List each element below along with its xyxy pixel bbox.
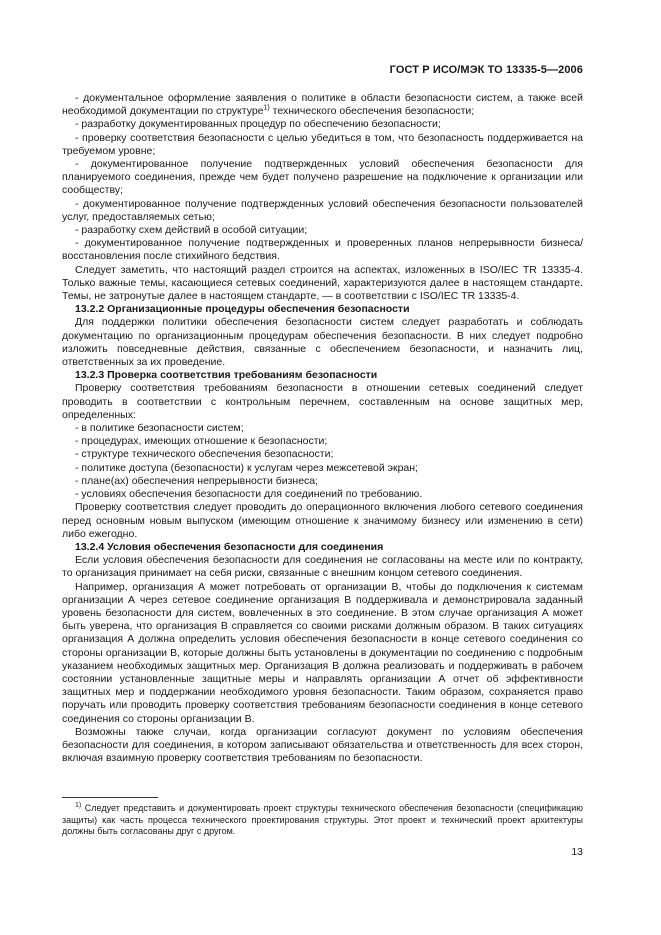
list-item: - проверку соответствия безопасности с целью убедиться в том, что безопасность поддерживается на требуемом уровне; (62, 131, 583, 157)
page-number: 13 (571, 846, 583, 858)
paragraph: Если условия обеспечения безопасности для соединения не согласованы на месте или по контракту, то организация принимает на себя риски, связанные с внешним концом сетевого соединения. (62, 554, 583, 580)
paragraph: Возможны также случаи, когда организации согласуют документ по условиям обеспечения безопасности для соединения, в котором записывают обязательства и ответственность для всех сторон, включая взаимную проверку соответствия требованиям по безопасности. (62, 725, 583, 765)
list-item: - плане(ах) обеспечения непрерывности бизнеса; (75, 474, 319, 487)
footnote-marker: 1) (75, 802, 82, 809)
paragraph: Для поддержки политики обеспечения безопасности систем следует разработать и соблюдать документацию по организационным процедурам обеспечения безопасности. В них следует подробно изложить повседневные действия, связанные с обеспечением безопасности, и назначить лиц, ответственных за их проведение. (62, 316, 583, 369)
footnote-ref: 1) (263, 104, 270, 112)
footnote-divider (62, 797, 158, 798)
list-item: - в политике безопасности систем; (75, 422, 244, 435)
list-item: - разработку документированных процедур по обеспечению безопасности; (75, 118, 441, 131)
main-text (62, 92, 583, 765)
list-item: - политике доступа (безопасности) к услугам через межсетевой экран; (75, 461, 418, 474)
paragraph: Проверку соответствия требованиям безопасности в отношении сетевых соединений следует проводить в соответствии с контрольным перечнем, составленным на основе защитных мер, определенных: (62, 382, 583, 421)
list-item: - документированное получение подтвержденных условий обеспечения безопасности пользователей услуг, предоставляемых сетью; (62, 197, 583, 223)
list-item: - документированное получение подтвержденных и проверенных планов непрерывности бизнеса/восстановления после стихийного бедствия. (62, 237, 583, 263)
paragraph: Следует заметить, что настоящий раздел строится на аспектах, изложенных в ISO/IEC TR 13335-4. Только важные темы, касающиеся сетевых соединений, характеризуются далее в настоящем стандарте. Темы, не затронутые далее в настоящем стандарте, — в соответствии с ISO/IEC TR 13335-4. (62, 263, 583, 303)
section-heading-13-2-4: 13.2.4 Условия обеспечения безопасности для соединения (75, 540, 384, 553)
paragraph: Проверку соответствия следует проводить до операционного включения любого сетевого соединения перед основным новым выпуском (имеющим отношение к значимому бизнесу или изменению в сети) либо ежегодно. (62, 501, 583, 540)
list-item: - разработку схем действий в особой ситуации; (75, 224, 308, 237)
list-item: - процедурах, имеющих отношение к безопасности; (75, 435, 328, 448)
paragraph: - документальное оформление заявления о политике в области безопасности систем, а также всей необходимой документации по структуре$^{1)}$ технического обеспечения безопасности; (62, 92, 583, 118)
section-heading-13-2-2: 13.2.2 Организационные процедуры обеспечения безопасности (75, 303, 410, 316)
footnote: $^{1)}$ Следует представить и документировать проект структуры технического обеспечения безопасности (спецификацию защиты) как часть процесса технического проектирования структуры. Этот проект и технический проект архитектуры должны быть согласованы друг с другом. (62, 802, 583, 836)
list-item: - структуре технического обеспечения безопасности; (75, 448, 334, 461)
list-item: - условиях обеспечения безопасности для соединений по требованию. (75, 488, 423, 501)
document-header: ГОСТ Р ИСО/МЭК ТО 13335-5—2006 (389, 64, 583, 76)
section-heading-13-2-3: 13.2.3 Проверка соответствия требованиям безопасности (75, 369, 378, 382)
paragraph: Например, организация А может потребовать от организации В, чтобы до подключения к системам организации А через сетевое соединение организация В поддерживала и демонстрировала заданный уровень безопасности для систем, вовлеченных в это соединение. В этом случае организация А может быть уверена, что организация В справляется со своими рисками должным образом. В таких ситуациях организация А должна определить условия обеспечения безопасности в конце сетевого соединения со стороны организации В, которые должны быть установлены в документации по соединению с подробным указанием необходимых защитных мер. Организация В должна реализовать и поддерживать в рабочем состоянии установленные защитные меры и направлять организации А отчет об эффективности защитных мер и поддержании необходимого уровня безопасности. Таким образом, сохраняется право поручать или проводить проверку соответствия требованиям безопасности соединения в конце сетевого соединения со стороны организации В. (62, 580, 583, 725)
list-item: - документированное получение подтвержденных условий обеспечения безопасности для планируемого соединения, прежде чем будет получено разрешение на подключение к организации или сообществу; (62, 158, 583, 197)
